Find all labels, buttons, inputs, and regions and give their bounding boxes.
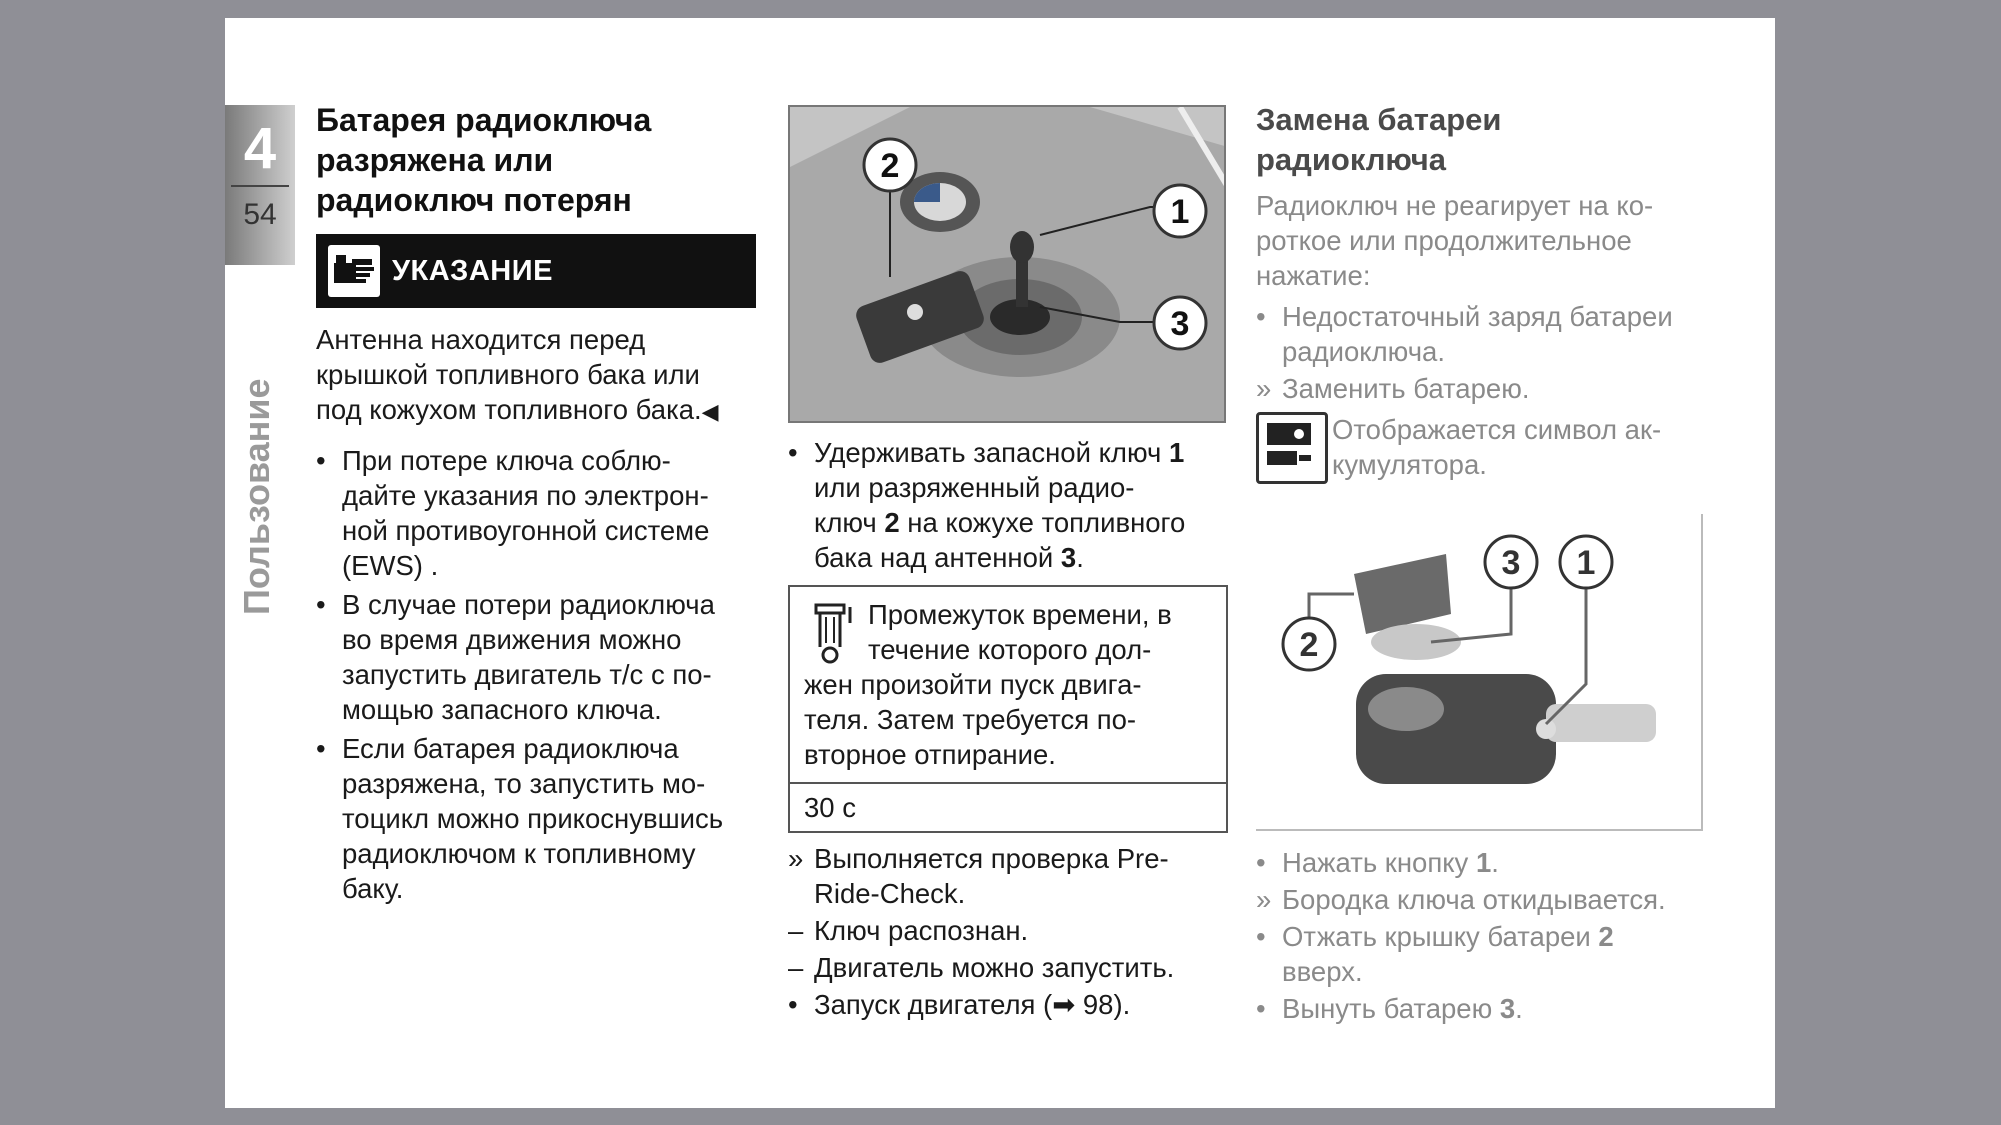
title-line: радиоключ потерян	[316, 182, 632, 218]
column-right	[1256, 100, 1716, 1028]
chapter-number: 4	[243, 116, 277, 181]
list-item: » Бородка ключа откидывается.	[1256, 884, 1666, 915]
instruction-list	[788, 435, 1228, 575]
photo-label-3: 3	[1170, 305, 1190, 343]
title-line: Батарея радиоключа	[316, 102, 652, 138]
section-title	[316, 100, 756, 220]
end-marker-icon: ◀	[701, 399, 719, 424]
timer-info-box: Промежуток времени, в течение которого дол- жен произойти пуск двига- теля. Затем требуется по- вторное отпирание. 30 с	[788, 585, 1228, 833]
note-text: Антенна находится перед крышкой топливного бака или под кожухом топливного бака.◀	[316, 324, 719, 425]
list-item: – Двигатель можно запустить.	[788, 952, 1175, 983]
list-item: • Если батарея радиоключа разряжена, то запустить мо- тоцикл можно прикоснувшись радиоключом к топливному баку.	[316, 733, 724, 904]
list-item: • Отжать крышку батареи 2 вверх.	[1256, 921, 1614, 987]
list-item: » Заменить батарею.	[1256, 373, 1530, 404]
list-item: • Запуск двигателя (➡ 98).	[788, 989, 1131, 1020]
column-left	[316, 100, 756, 910]
chapter-tab	[225, 105, 295, 265]
list-item: • Вынуть батарею 3.	[1256, 993, 1523, 1024]
page-number: 54	[243, 198, 277, 231]
battery-symbol-note: Отображается символ ак- кумулятора.	[1256, 412, 1716, 484]
note-hand-icon	[328, 245, 380, 297]
step-list	[1256, 845, 1716, 1026]
diagram-label-2: 2	[1299, 626, 1319, 664]
list-item: • Нажать кнопку 1.	[1256, 847, 1499, 878]
chapter-divider	[231, 185, 289, 187]
intro-text: Радиоключ не реагирует на ко- роткое или продолжительное нажатие:	[1256, 190, 1654, 291]
diagram-label-3: 3	[1501, 544, 1521, 582]
photo-label-1: 1	[1170, 193, 1190, 231]
battery-key-icon	[1256, 412, 1328, 484]
bullet-list	[316, 443, 756, 906]
note-banner	[316, 234, 756, 308]
condition-list	[1256, 299, 1716, 406]
list-item: • Удерживать запасной ключ 1 или разряженный радио- ключ 2 на кожухе топливного бака над антенной 3.	[788, 437, 1186, 573]
timer-value: 30 с	[790, 782, 1226, 831]
key-battery-diagram	[1256, 514, 1703, 831]
list-item: • Недостаточный заряд батареи радиоключа.	[1256, 301, 1673, 367]
list-item: – Ключ распознан.	[788, 915, 1029, 946]
result-list	[788, 841, 1228, 1022]
diagram-label-1: 1	[1576, 544, 1596, 582]
list-item: » Выполняется проверка Pre- Ride-Check.	[788, 843, 1169, 909]
photo-label-2: 2	[880, 147, 900, 185]
title-line: разряжена или	[316, 142, 554, 178]
list-item: • При потере ключа соблю- дайте указания по электрон- ной противоугонной системе (EWS) .	[316, 445, 710, 581]
stopwatch-icon	[812, 603, 856, 665]
column-middle	[788, 105, 1228, 1024]
list-item: • В случае потери радиоключа во время движения можно запустить двигатель т/с с по- мощью запасного ключа.	[316, 589, 715, 725]
section-label: Пользование	[236, 378, 277, 615]
subsection-title: Замена батареи радиоключа	[1256, 102, 1502, 177]
note-label: УКАЗАНИЕ	[392, 254, 553, 287]
fuel-tank-photo	[788, 105, 1226, 423]
